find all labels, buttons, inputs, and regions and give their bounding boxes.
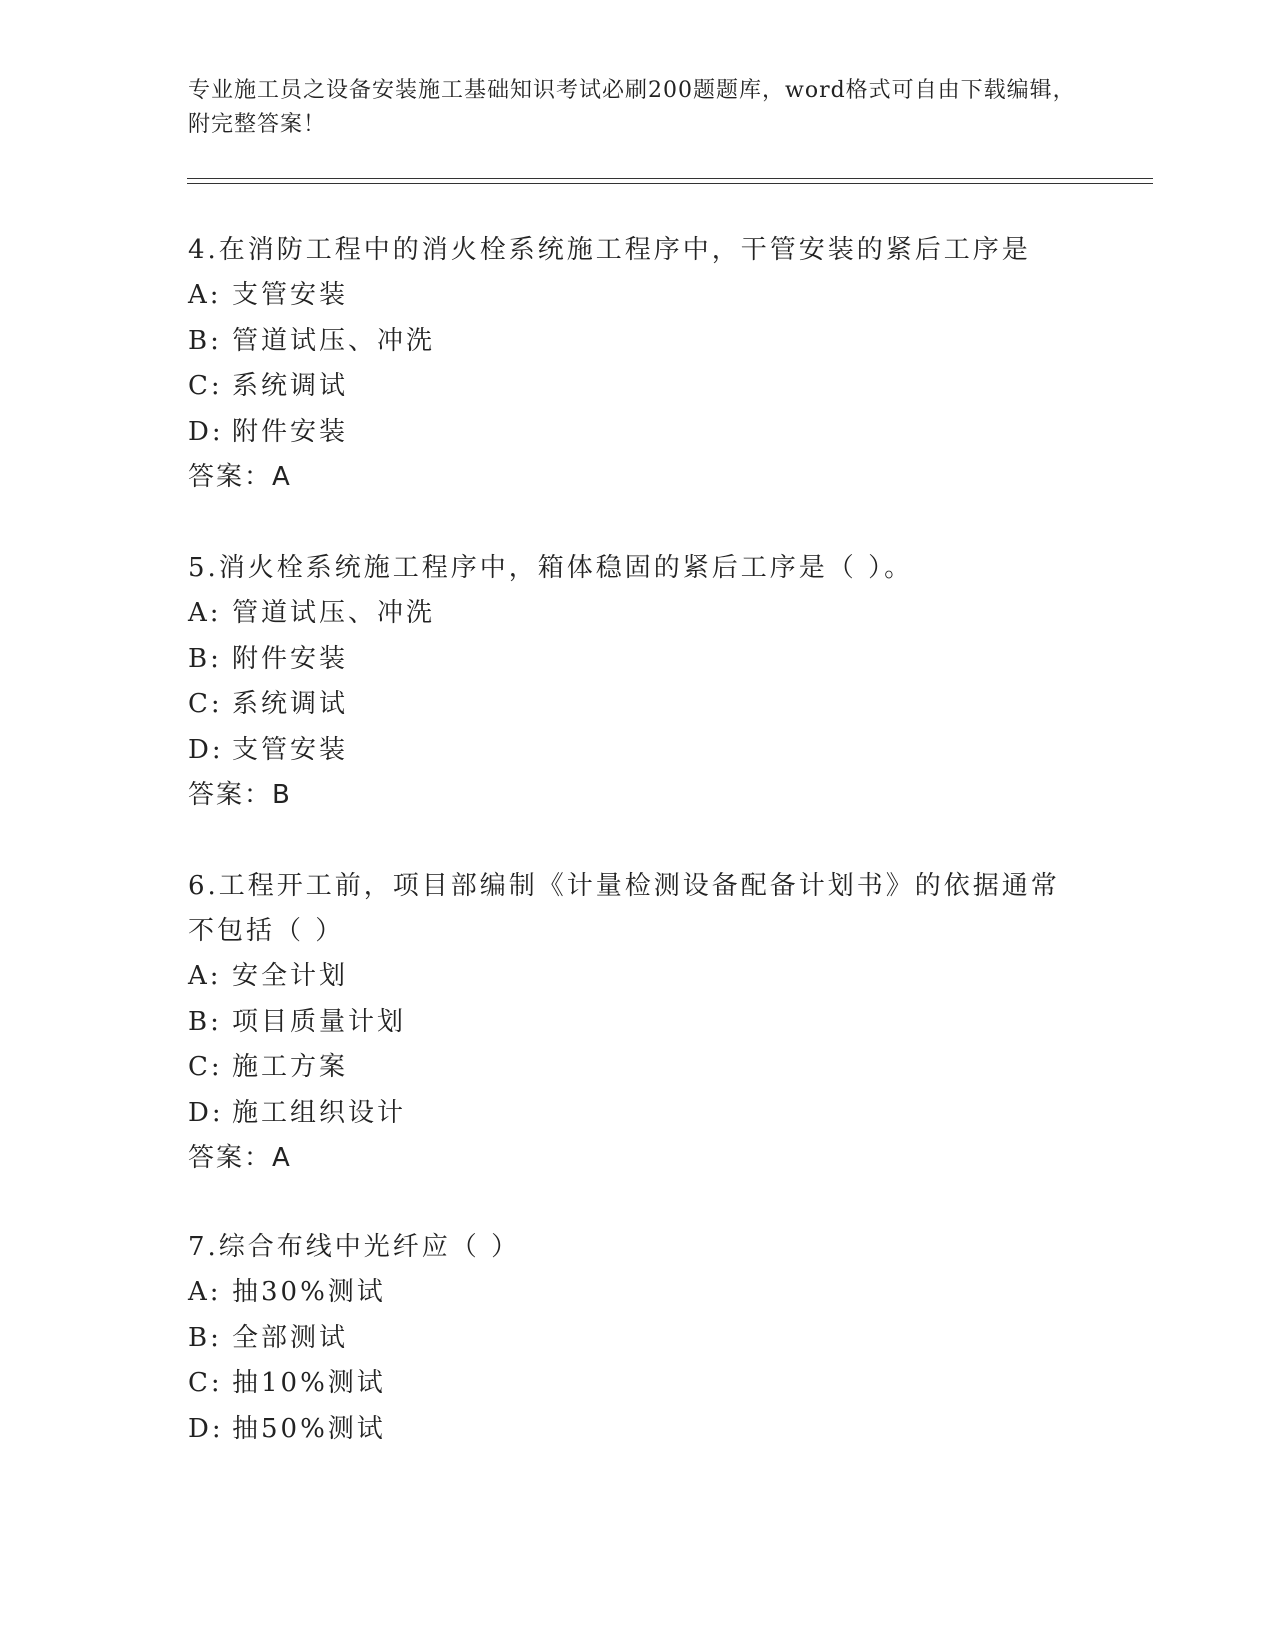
option-letter: A: bbox=[188, 598, 222, 628]
option-text: 施工方案 bbox=[232, 1052, 349, 1082]
option-letter: C: bbox=[188, 371, 223, 401]
option-letter: D: bbox=[188, 1097, 224, 1128]
option-a bbox=[188, 954, 1088, 1000]
option-text: 管道试压、冲洗 bbox=[232, 325, 436, 356]
option-a bbox=[188, 1270, 1088, 1316]
option-letter: B: bbox=[188, 1322, 222, 1353]
option-c bbox=[188, 682, 1088, 728]
option-text: 安全计划 bbox=[232, 961, 349, 991]
option-d bbox=[188, 1091, 1088, 1137]
option-d bbox=[188, 410, 1088, 456]
question-stem: 5.消火栓系统施工程序中，箱体稳固的紧后工序是（ ）。 bbox=[188, 553, 914, 583]
option-text: 全部测试 bbox=[232, 1322, 349, 1353]
option-d bbox=[188, 728, 1088, 774]
option-text: 抽10%测试 bbox=[232, 1368, 386, 1398]
option-d bbox=[188, 1407, 1088, 1453]
header-divider-top bbox=[187, 178, 1153, 179]
question-5 bbox=[188, 546, 1088, 818]
option-a bbox=[188, 591, 1088, 637]
option-text: 附件安装 bbox=[232, 416, 349, 447]
option-letter: B: bbox=[188, 1006, 222, 1037]
question-4 bbox=[188, 228, 1088, 500]
question-stem: 6.工程开工前，项目部编制《计量检测设备配备计划书》的依据通常不包括（ ） bbox=[188, 871, 1060, 946]
answer-line: 答案：A bbox=[188, 462, 292, 492]
document-intro: 专业施工员之设备安装施工基础知识考试必刷200题题库，word格式可自由下载编辑，附完整答案！ bbox=[188, 78, 1076, 137]
option-letter: A: bbox=[188, 280, 222, 310]
option-letter: A: bbox=[188, 1277, 222, 1307]
header-divider-bottom bbox=[187, 183, 1153, 184]
option-letter: B: bbox=[188, 325, 222, 356]
option-b bbox=[188, 319, 1088, 365]
option-letter: C: bbox=[188, 1368, 223, 1398]
option-text: 附件安装 bbox=[232, 643, 349, 674]
option-text: 支管安装 bbox=[232, 280, 349, 310]
option-text: 抽50%测试 bbox=[232, 1413, 386, 1444]
option-letter: B: bbox=[188, 643, 222, 674]
question-stem: 4.在消防工程中的消火栓系统施工程序中，干管安装的紧后工序是 bbox=[188, 235, 1031, 265]
option-text: 管道试压、冲洗 bbox=[232, 598, 436, 628]
option-c bbox=[188, 1045, 1088, 1091]
option-b bbox=[188, 637, 1088, 683]
answer-line: 答案：B bbox=[188, 780, 292, 810]
option-c bbox=[188, 1361, 1088, 1407]
option-letter: C: bbox=[188, 689, 223, 719]
option-text: 抽30%测试 bbox=[232, 1277, 386, 1307]
option-a bbox=[188, 273, 1088, 319]
option-text: 施工组织设计 bbox=[232, 1097, 407, 1128]
question-7 bbox=[188, 1225, 1088, 1452]
option-text: 系统调试 bbox=[232, 689, 349, 719]
option-letter: C: bbox=[188, 1052, 223, 1082]
option-letter: D: bbox=[188, 416, 224, 447]
option-letter: A: bbox=[188, 961, 222, 991]
option-text: 支管安装 bbox=[232, 734, 349, 765]
option-letter: D: bbox=[188, 734, 224, 765]
option-letter: D: bbox=[188, 1413, 224, 1444]
option-text: 系统调试 bbox=[232, 371, 349, 401]
question-stem: 7.综合布线中光纤应（ ） bbox=[188, 1232, 521, 1262]
option-b bbox=[188, 1316, 1088, 1362]
option-text: 项目质量计划 bbox=[232, 1006, 407, 1037]
option-c bbox=[188, 364, 1088, 410]
option-b bbox=[188, 1000, 1088, 1046]
question-6 bbox=[188, 864, 1088, 1181]
answer-line: 答案：A bbox=[188, 1143, 292, 1173]
